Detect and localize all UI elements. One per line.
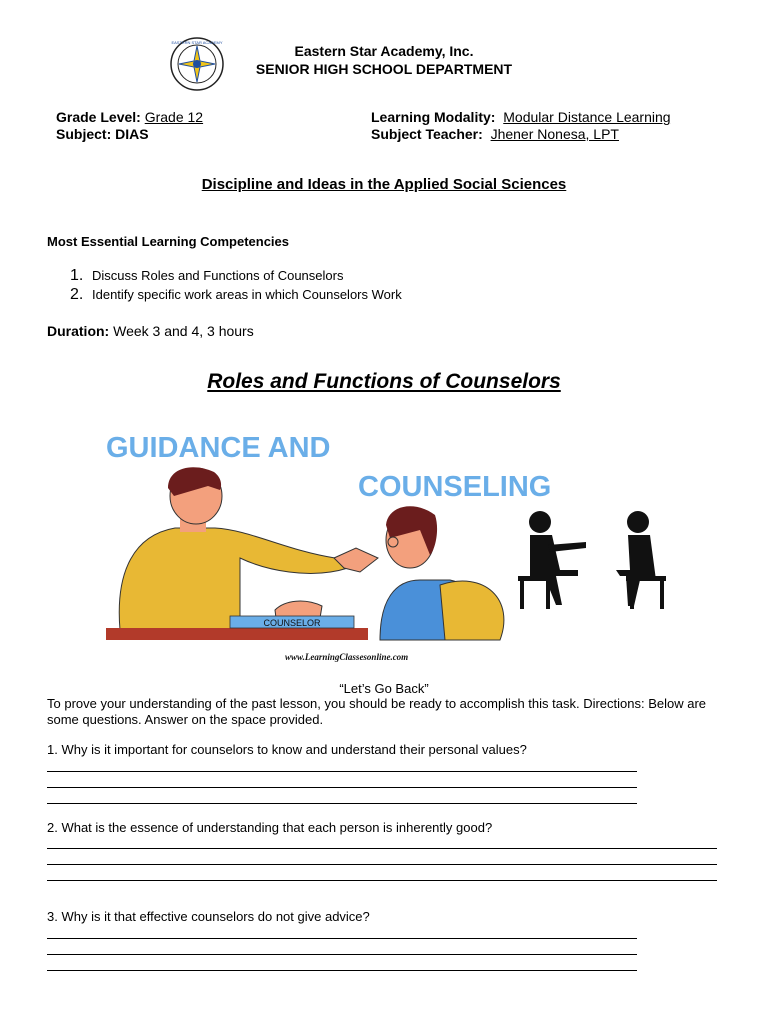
answer-line	[47, 771, 637, 772]
answer-line	[47, 803, 637, 804]
counselor-figure	[119, 467, 378, 630]
competency-text: Discuss Roles and Functions of Counselors	[92, 268, 344, 283]
subject-teacher: Subject Teacher: Jhener Nonesa, LPT	[371, 126, 619, 142]
answer-line	[47, 880, 717, 881]
learning-modality: Learning Modality: Modular Distance Learning	[371, 109, 671, 125]
seal-text: EASTERN STAR ACADEMY	[171, 40, 223, 45]
answer-line	[47, 787, 637, 788]
directions-text: To prove your understanding of the past lesson, you should be ready to accomplish this task. Directions: Below are some questions. Answer on the space provided.	[47, 696, 707, 727]
answer-line	[47, 954, 637, 955]
desk-label: COUNSELOR	[263, 618, 321, 628]
desk	[106, 628, 368, 640]
question-2: 2. What is the essence of understanding that each person is inherently good?	[47, 820, 493, 835]
answer-line	[47, 970, 637, 971]
illustration-website: www.LearningClassesonline.com	[285, 652, 409, 662]
duration-label: Duration:	[47, 323, 110, 339]
grade-level: Grade Level: Grade 12	[56, 109, 204, 125]
teacher-label: Subject Teacher	[371, 126, 479, 142]
main-title: Roles and Functions of Counselors	[207, 370, 561, 393]
guidance-counseling-illustration	[90, 430, 680, 665]
department-name: SENIOR HIGH SCHOOL DEPARTMENT	[255, 61, 513, 77]
grade-level-label: Grade Level	[56, 109, 137, 125]
competency-item	[70, 267, 343, 285]
melc-heading: Most Essential Learning Competencies	[47, 234, 290, 249]
subject: Subject: DIAS	[56, 126, 149, 142]
silhouette-figures	[518, 511, 666, 609]
section-title: “Let’s Go Back”	[339, 681, 429, 696]
competency-item	[70, 286, 402, 304]
answer-line	[47, 848, 717, 849]
competency-text: Identify specific work areas in which Counselors Work	[92, 287, 402, 302]
competency-number: 2.	[70, 286, 84, 303]
question-3: 3. Why is it that effective counselors do not give advice?	[47, 909, 370, 924]
duration	[47, 323, 254, 339]
competency-number: 1.	[70, 267, 84, 284]
school-name: Eastern Star Academy, Inc.	[294, 43, 474, 59]
grade-level-value: Grade 12	[144, 109, 204, 125]
modality-value: Modular Distance Learning	[503, 109, 671, 125]
answer-line	[47, 864, 717, 865]
document-title: Discipline and Ideas in the Applied Social Sciences	[201, 176, 567, 193]
teacher-value: Jhener Nonesa, LPT	[490, 126, 619, 142]
duration-value: Week 3 and 4, 3 hours	[113, 323, 254, 339]
illustration-title-line1: GUIDANCE AND	[106, 432, 331, 464]
illustration-title-line2: COUNSELING	[358, 471, 552, 503]
question-1: 1. Why is it important for counselors to know and understand their personal values?	[47, 742, 527, 757]
student-figure	[380, 506, 504, 640]
answer-line	[47, 938, 637, 939]
modality-label: Learning Modality	[371, 109, 491, 125]
